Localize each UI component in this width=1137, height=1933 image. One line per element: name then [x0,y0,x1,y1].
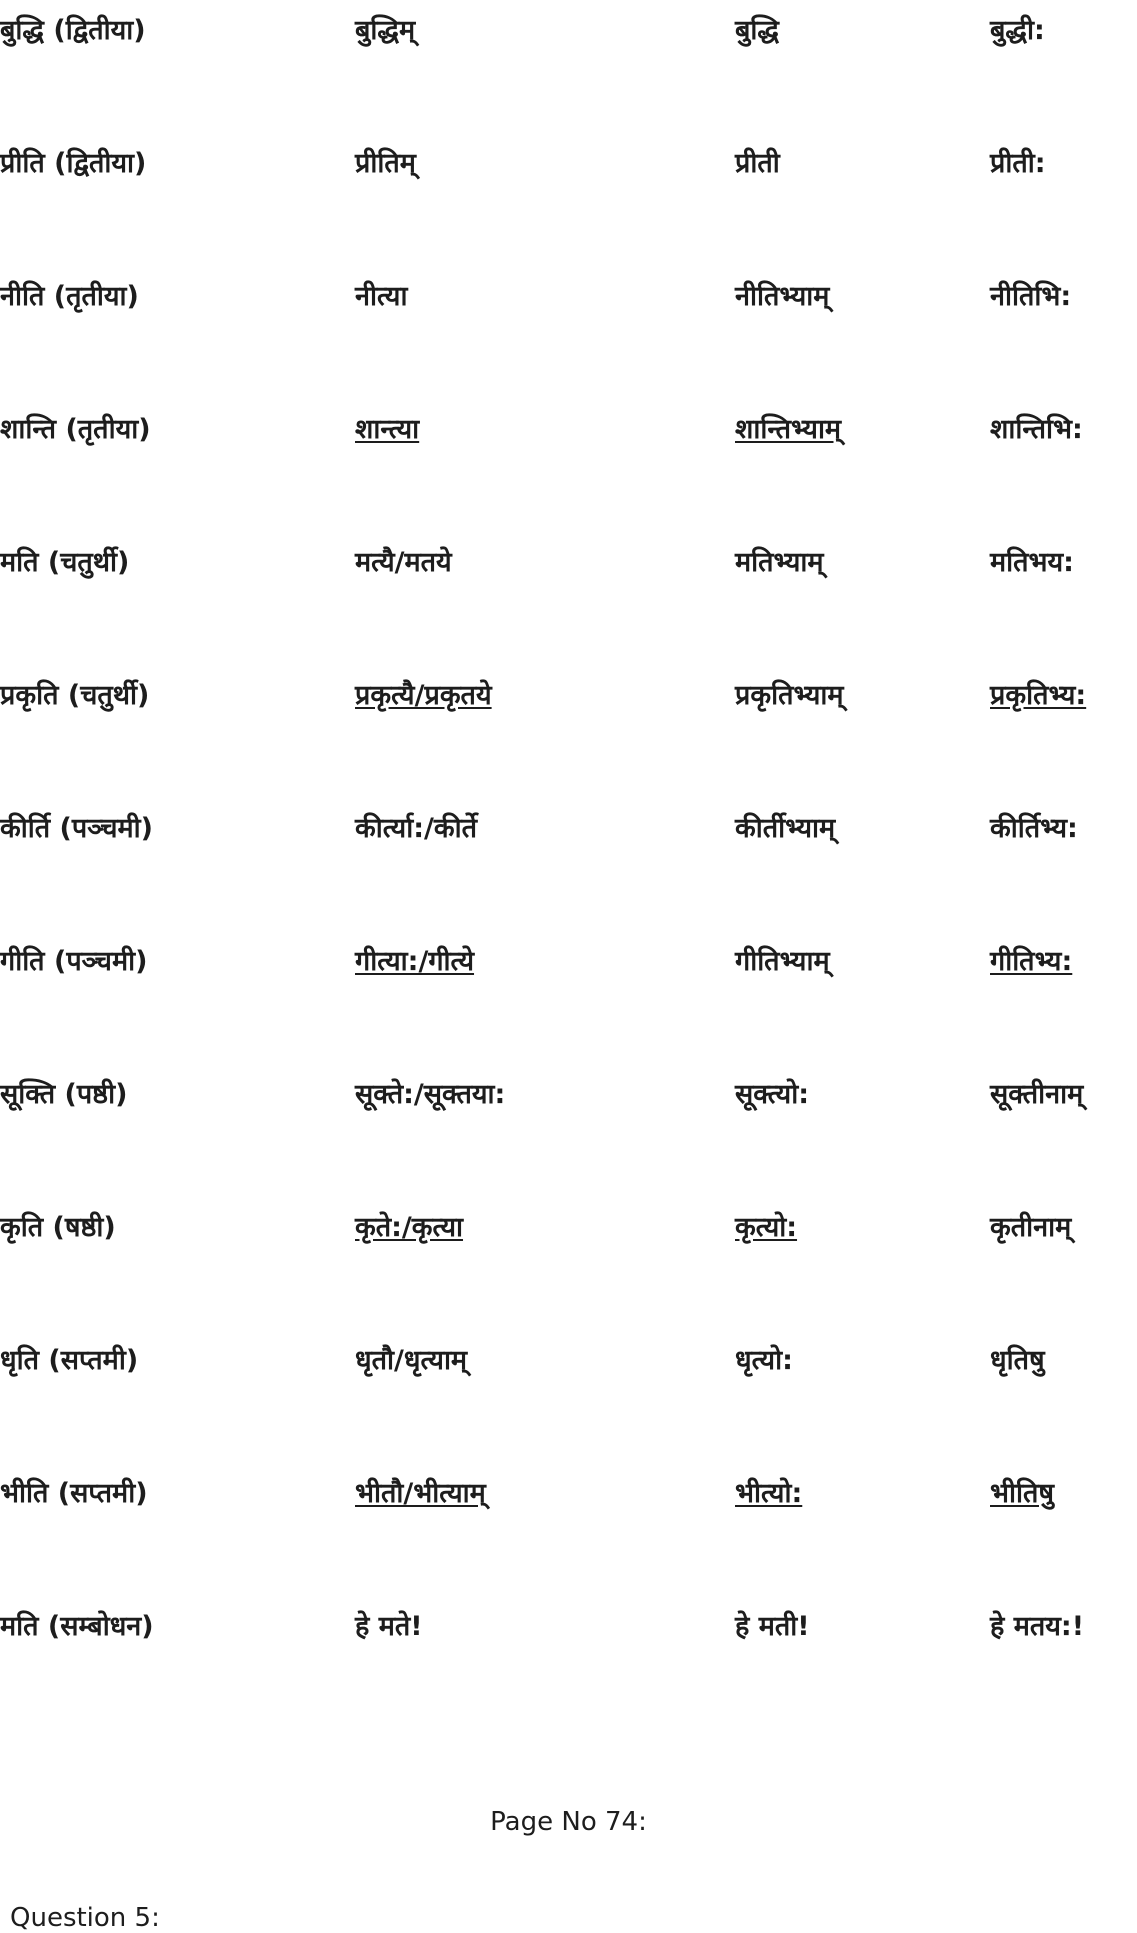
cell-text: कीर्त्या:/कीर्ते [355,813,477,844]
cell-text: भीति (सप्तमी) [0,1478,148,1509]
table-cell-dual [735,133,990,266]
cell-text: हे मतय:! [990,1611,1085,1642]
table-cell-base [0,0,355,133]
cell-text: कृतीनाम् [990,1212,1072,1243]
table-row [0,0,1137,133]
cell-text: प्रकृतिभ्याम् [735,680,844,711]
table-row [0,931,1137,1064]
table-cell-dual [735,399,990,532]
cell-text: धृत्यो: [735,1345,793,1376]
question-label: Question 5: [10,1903,160,1933]
cell-text: मतिभ्याम् [735,547,824,578]
cell-text: बुद्धि [735,15,779,46]
cell-text: मति (सम्बोधन) [0,1611,154,1642]
table-row [0,532,1137,665]
cell-text: हे मते! [355,1611,423,1642]
table-cell-dual [735,1064,990,1197]
table-cell-singular [355,0,735,133]
table-cell-singular [355,1197,735,1330]
table-cell-dual [735,1330,990,1463]
table-cell-singular [355,532,735,665]
page-number-footer: Page No 74: [490,1807,647,1837]
table-cell-dual [735,266,990,399]
table-cell-singular [355,665,735,798]
table-cell-singular [355,1596,735,1729]
cell-text: कृति (षष्ठी) [0,1212,116,1243]
cell-text: कृत्यो: [735,1212,798,1243]
table-cell-base [0,798,355,931]
cell-text: प्रीती [735,148,780,179]
table-cell-dual [735,532,990,665]
table-cell-plural [990,532,1137,665]
cell-text: प्रीती: [990,148,1046,179]
cell-text: कीर्ति (पञ्चमी) [0,813,153,844]
cell-text: बुद्धी: [990,15,1045,46]
table-cell-singular [355,266,735,399]
table-cell-singular [355,1064,735,1197]
table-cell-plural [990,798,1137,931]
table-row [0,266,1137,399]
cell-text: सूक्ति (पष्ठी) [0,1079,128,1110]
table-cell-base [0,665,355,798]
table-row [0,1064,1137,1197]
cell-text: बुद्धिम् [355,15,416,46]
cell-text: प्रकृत्यै/प्रकृतये [355,680,492,711]
table-cell-dual [735,0,990,133]
table-cell-base [0,1330,355,1463]
cell-text: धृति (सप्तमी) [0,1345,139,1376]
table-cell-base [0,266,355,399]
cell-text: प्रीतिम् [355,148,416,179]
cell-text: भीत्यो: [735,1478,803,1509]
table-cell-singular [355,798,735,931]
cell-text: धृतिषु [990,1345,1045,1376]
table-row [0,1596,1137,1729]
cell-text: धृतौ/धृत्याम् [355,1345,468,1376]
cell-text: प्रकृति (चतुर्थी) [0,680,150,711]
table-row [0,1463,1137,1596]
cell-text: मतिभय: [990,547,1074,578]
table-cell-plural [990,1330,1137,1463]
table-row [0,133,1137,266]
table-cell-base [0,399,355,532]
table-cell-base [0,133,355,266]
cell-text: प्रीति (द्वितीया) [0,148,147,179]
cell-text: शान्तिभ्याम् [735,414,842,445]
table-row [0,665,1137,798]
cell-text: नीतिभ्याम् [735,281,830,312]
cell-text: सूक्त्यो: [735,1079,810,1110]
table-cell-singular [355,133,735,266]
table-cell-dual [735,931,990,1064]
table-cell-base [0,931,355,1064]
table-cell-singular [355,1463,735,1596]
cell-text: मति (चतुर्थी) [0,547,130,578]
table-row [0,1197,1137,1330]
table-cell-plural [990,931,1137,1064]
table-cell-base [0,1596,355,1729]
cell-text: गीति (पञ्चमी) [0,946,148,977]
cell-text: शान्ति (तृतीया) [0,414,151,445]
table-cell-plural [990,399,1137,532]
cell-text: मत्यै/मतये [355,547,452,578]
cell-text: नीतिभि: [990,281,1072,312]
table-cell-plural [990,133,1137,266]
cell-text: गीतिभ्याम् [735,946,830,977]
cell-text: बुद्धि (द्वितीया) [0,15,146,46]
cell-text: भीतिषु [990,1478,1054,1509]
table-cell-dual [735,1197,990,1330]
cell-text: कृते:/कृत्या [355,1212,464,1243]
cell-text: गीत्या:/गीत्ये [355,946,475,977]
cell-text: सूक्तीनाम् [990,1079,1084,1110]
cell-text: शान्त्या [355,414,420,445]
table-cell-plural [990,266,1137,399]
table-cell-plural [990,1064,1137,1197]
cell-text: कीर्तीभ्याम् [735,813,836,844]
cell-text: भीतौ/भीत्याम् [355,1478,486,1509]
cell-text: नीति (तृतीया) [0,281,139,312]
table-row [0,399,1137,532]
cell-text: शान्तिभि: [990,414,1083,445]
table-cell-plural [990,665,1137,798]
cell-text: नीत्या [355,281,408,312]
table-cell-dual [735,1596,990,1729]
table-cell-plural [990,0,1137,133]
table-cell-singular [355,399,735,532]
cell-text: कीर्तिभ्य: [990,813,1078,844]
table-cell-singular [355,931,735,1064]
table-cell-plural [990,1197,1137,1330]
table-cell-plural [990,1463,1137,1596]
table-row [0,1330,1137,1463]
table-cell-base [0,1463,355,1596]
table-cell-base [0,1064,355,1197]
table-cell-dual [735,798,990,931]
table-cell-singular [355,1330,735,1463]
table-cell-base [0,1197,355,1330]
cell-text: गीतिभ्य: [990,946,1073,977]
table-cell-base [0,532,355,665]
cell-text: प्रकृतिभ्य: [990,680,1087,711]
cell-text: हे मती! [735,1611,810,1642]
table-cell-dual [735,665,990,798]
table-cell-plural [990,1596,1137,1729]
table-row [0,798,1137,931]
table-cell-dual [735,1463,990,1596]
cell-text: सूक्ते:/सूक्तया: [355,1079,506,1110]
